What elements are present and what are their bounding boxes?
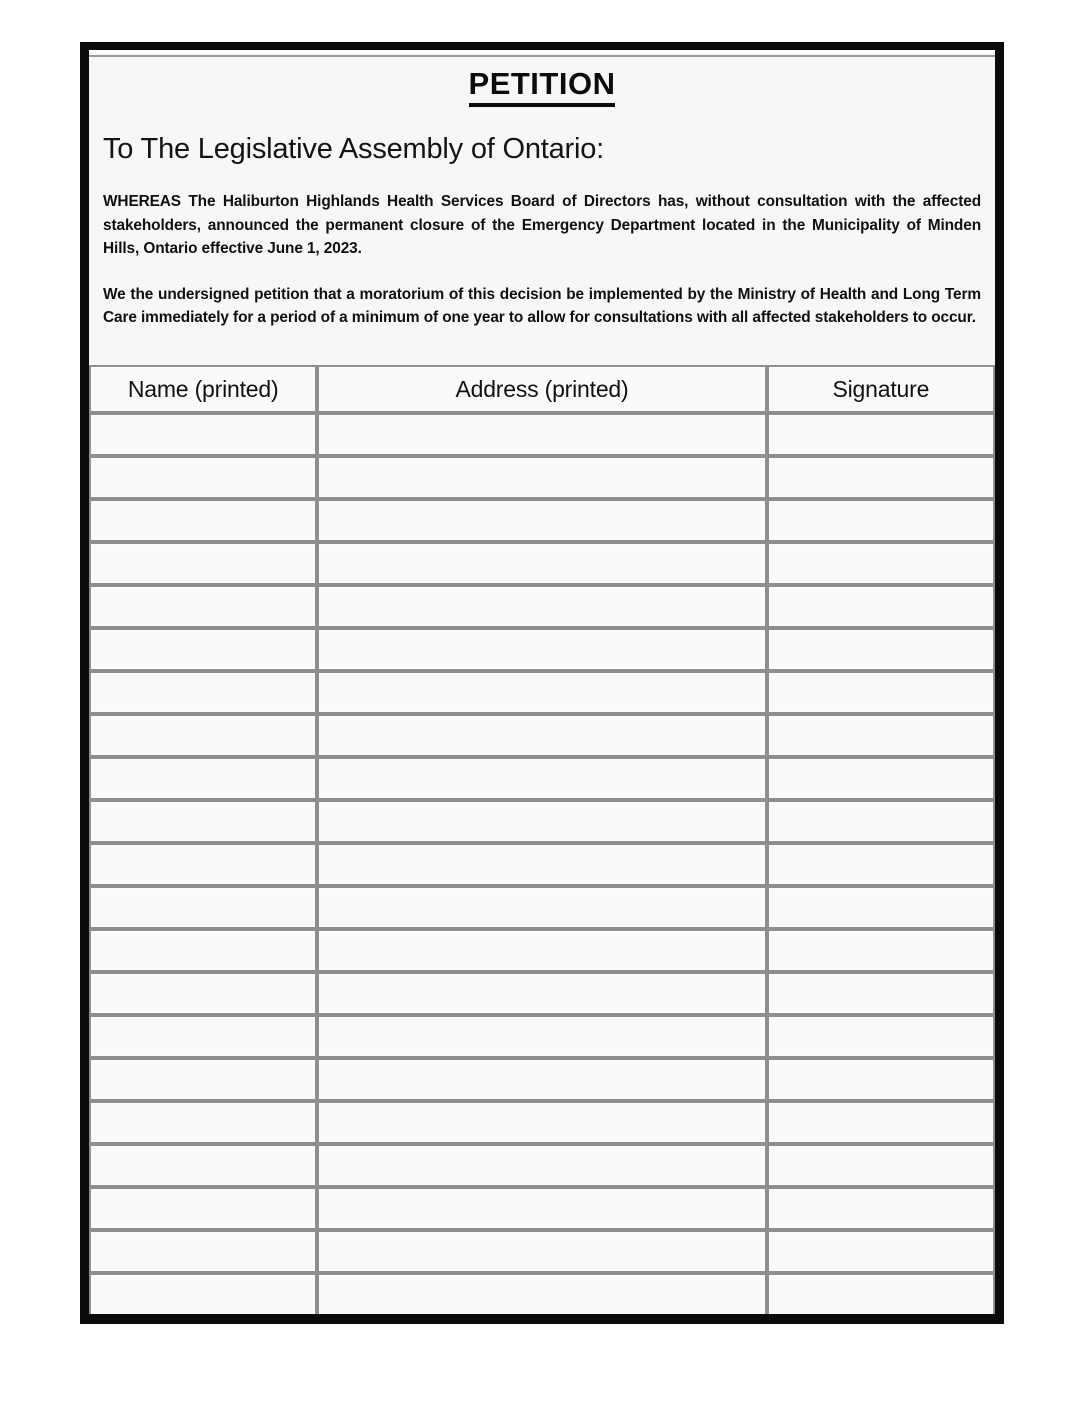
signature-cell-address[interactable] [317, 886, 766, 929]
table-row [89, 499, 995, 542]
signature-cell-name[interactable] [89, 843, 317, 886]
signature-cell-signature[interactable] [767, 1101, 995, 1144]
table-header-row [89, 365, 995, 413]
signature-cell-address[interactable] [317, 585, 766, 628]
signature-cell-name[interactable] [89, 1230, 317, 1273]
signature-table-header [89, 365, 995, 413]
signature-cell-signature[interactable] [767, 714, 995, 757]
table-row [89, 1058, 995, 1101]
signature-cell-signature[interactable] [767, 542, 995, 585]
table-row [89, 1273, 995, 1314]
signature-table-body [89, 413, 995, 1314]
signature-cell-address[interactable] [317, 671, 766, 714]
signature-cell-name[interactable] [89, 671, 317, 714]
sheet-top-rule [89, 55, 995, 57]
signature-cell-address[interactable] [317, 800, 766, 843]
table-row [89, 456, 995, 499]
signature-cell-name[interactable] [89, 972, 317, 1015]
table-row [89, 972, 995, 1015]
column-header-signature: Signature [767, 365, 995, 413]
signature-cell-name[interactable] [89, 929, 317, 972]
signature-cell-name[interactable] [89, 757, 317, 800]
signature-cell-signature[interactable] [767, 972, 995, 1015]
table-row [89, 585, 995, 628]
signature-cell-name[interactable] [89, 1101, 317, 1144]
table-row [89, 542, 995, 585]
table-row [89, 1015, 995, 1058]
signature-cell-name[interactable] [89, 1015, 317, 1058]
signature-cell-address[interactable] [317, 972, 766, 1015]
signature-cell-name[interactable] [89, 628, 317, 671]
table-row [89, 1230, 995, 1273]
signature-cell-address[interactable] [317, 1144, 766, 1187]
undersigned-paragraph: We the undersigned petition that a moratorium of this decision be implemented by the Ministry of Health and Long Term Care immediately for a period of a minimum of one year to allow for consultations with all affected stakeholders to occur. [103, 285, 981, 327]
signature-cell-name[interactable] [89, 585, 317, 628]
signature-cell-signature[interactable] [767, 1230, 995, 1273]
table-row [89, 886, 995, 929]
signature-cell-name[interactable] [89, 413, 317, 456]
signature-cell-signature[interactable] [767, 1058, 995, 1101]
table-row [89, 1101, 995, 1144]
signature-cell-address[interactable] [317, 542, 766, 585]
signature-cell-address[interactable] [317, 1273, 766, 1314]
signature-cell-signature[interactable] [767, 628, 995, 671]
signature-cell-address[interactable] [317, 929, 766, 972]
signature-cell-signature[interactable] [767, 886, 995, 929]
signature-cell-signature[interactable] [767, 499, 995, 542]
table-row [89, 929, 995, 972]
signature-cell-address[interactable] [317, 843, 766, 886]
signature-cell-signature[interactable] [767, 413, 995, 456]
signature-cell-signature[interactable] [767, 671, 995, 714]
column-header-address: Address (printed) [317, 365, 766, 413]
signature-cell-name[interactable] [89, 714, 317, 757]
table-row [89, 1187, 995, 1230]
signature-cell-signature[interactable] [767, 929, 995, 972]
table-row [89, 800, 995, 843]
signature-cell-address[interactable] [317, 1187, 766, 1230]
whereas-paragraph: WHEREAS The Haliburton Highlands Health Services Board of Directors has, without consultation with the affected stakeholders, announced the permanent closure of the Emergency Department located in the Municipality of Minden Hills, Ontario effective June 1, 2023. [103, 193, 981, 258]
table-row [89, 1144, 995, 1187]
signature-cell-name[interactable] [89, 499, 317, 542]
table-row [89, 757, 995, 800]
page-title-text: PETITION [469, 66, 616, 107]
signature-cell-signature[interactable] [767, 800, 995, 843]
signature-cell-address[interactable] [317, 1101, 766, 1144]
signature-cell-address[interactable] [317, 628, 766, 671]
table-row [89, 413, 995, 456]
signature-cell-address[interactable] [317, 714, 766, 757]
signature-cell-name[interactable] [89, 456, 317, 499]
signature-cell-signature[interactable] [767, 456, 995, 499]
signature-cell-name[interactable] [89, 800, 317, 843]
petition-sheet [89, 50, 995, 1314]
signature-cell-address[interactable] [317, 1230, 766, 1273]
signature-cell-signature[interactable] [767, 585, 995, 628]
signature-cell-name[interactable] [89, 886, 317, 929]
table-row [89, 843, 995, 886]
signature-cell-address[interactable] [317, 1015, 766, 1058]
scanned-page-frame [80, 42, 1004, 1324]
signature-cell-signature[interactable] [767, 757, 995, 800]
signature-cell-address[interactable] [317, 456, 766, 499]
signature-cell-name[interactable] [89, 1187, 317, 1230]
signature-cell-name[interactable] [89, 542, 317, 585]
signature-cell-signature[interactable] [767, 1144, 995, 1187]
signature-cell-signature[interactable] [767, 843, 995, 886]
signature-cell-address[interactable] [317, 413, 766, 456]
petition-prose [89, 59, 995, 329]
table-row [89, 628, 995, 671]
column-header-name: Name (printed) [89, 365, 317, 413]
signature-cell-signature[interactable] [767, 1273, 995, 1314]
page-title [103, 67, 981, 101]
signature-cell-address[interactable] [317, 499, 766, 542]
signature-cell-address[interactable] [317, 1058, 766, 1101]
addressee-line: To The Legislative Assembly of Ontario: [103, 133, 605, 166]
table-row [89, 671, 995, 714]
signature-cell-signature[interactable] [767, 1015, 995, 1058]
signature-table-container [89, 365, 995, 1314]
signature-cell-name[interactable] [89, 1273, 317, 1314]
signature-table [89, 365, 995, 1314]
signature-cell-address[interactable] [317, 757, 766, 800]
signature-cell-name[interactable] [89, 1058, 317, 1101]
signature-cell-name[interactable] [89, 1144, 317, 1187]
signature-cell-signature[interactable] [767, 1187, 995, 1230]
table-row [89, 714, 995, 757]
